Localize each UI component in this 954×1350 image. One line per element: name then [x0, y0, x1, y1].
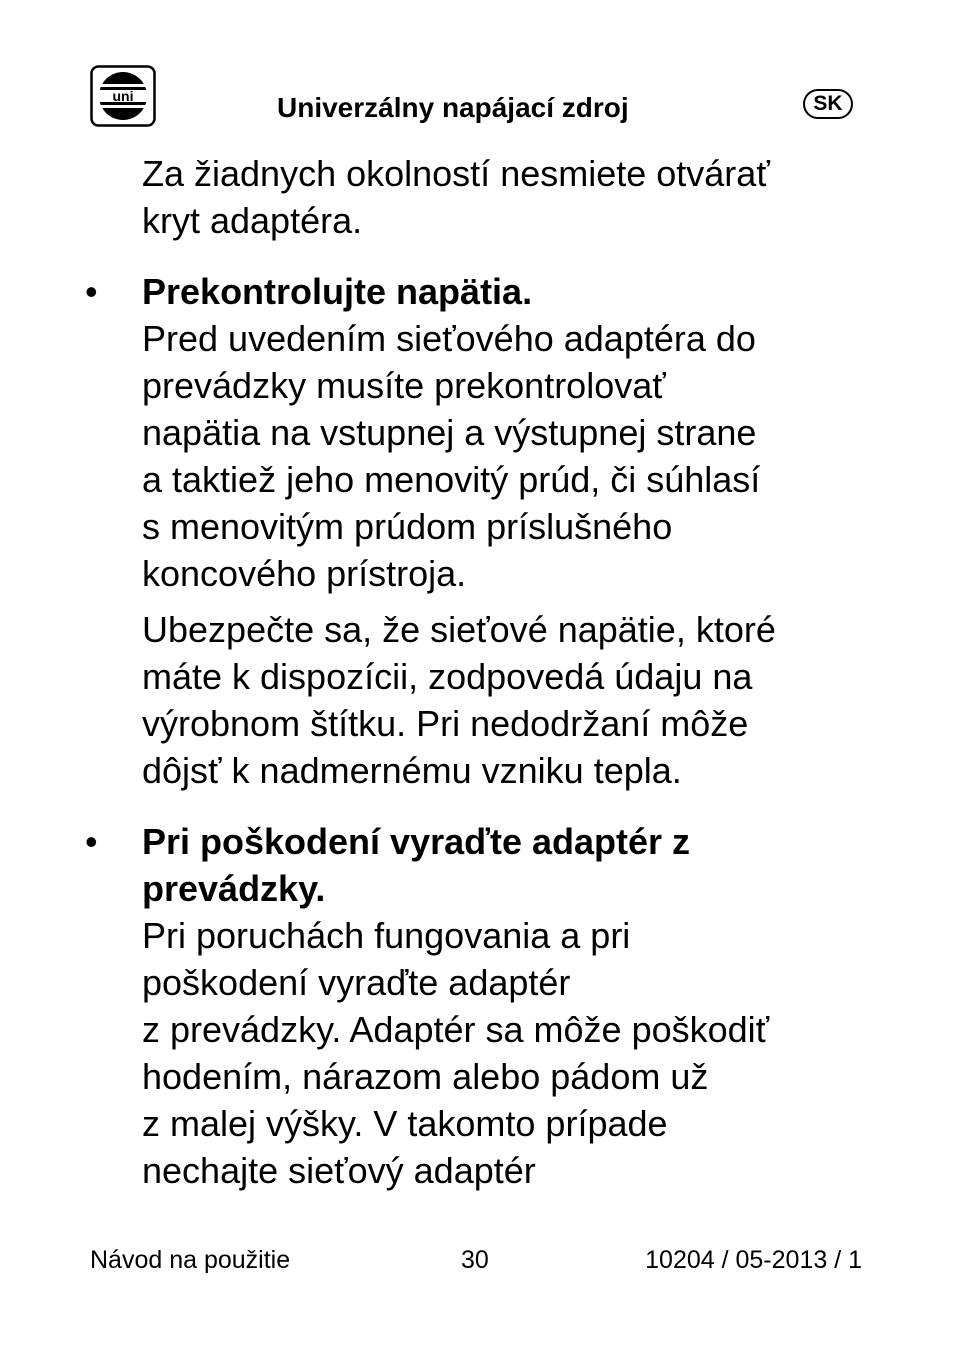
- section1-paragraph-2: Ubezpečte sa, že sieťové napätie, ktoré máte k dispozícii, zodpovedá údaju na výrobnom štítku. Pri nedodržaní môže dôjsť k nadmernému vzniku tepla.: [142, 609, 776, 791]
- section1-heading: Prekontrolujte napätia.: [142, 271, 533, 312]
- intro-paragraph: Za žiadnych okolností nesmiete otvárať kryt adaptéra.: [142, 153, 770, 241]
- footer-manual-label: Návod na použitie: [90, 1246, 291, 1274]
- section1-paragraph-1: Pred uvedením sieťového adaptéra do prevádzky musíte prekontrolovať napätia na vstupnej a výstupnej strane a taktiež jeho menovitý prúd, či súhlasí s menovitým prúdom príslušného koncového prístroja.: [142, 318, 761, 594]
- section2-heading: Pri poškodení vyraďte adaptér z prevádzky.: [142, 821, 691, 909]
- header-title: Univerzálny napájací zdroj: [277, 92, 629, 123]
- uni-logo: [90, 65, 156, 127]
- bullet-icon: •: [85, 271, 98, 312]
- manual-content: [85, 150, 882, 1194]
- section2-paragraph-1: Pri poruchách fungovania a pri poškodení vyraďte adaptér z prevádzky. Adaptér sa môže poškodiť hodením, nárazom alebo pádom už z malej výšky. V takomto prípade nechajte sieťový adaptér: [142, 915, 770, 1191]
- language-badge: SK: [803, 89, 853, 119]
- bullet-icon: •: [85, 821, 98, 862]
- logo-text: uni: [112, 88, 134, 104]
- footer-document-code: 10204 / 05-2013 / 1: [645, 1246, 862, 1274]
- section-check-voltages: [85, 268, 882, 794]
- section-damage: [85, 818, 882, 1194]
- page-number: 30: [461, 1246, 489, 1274]
